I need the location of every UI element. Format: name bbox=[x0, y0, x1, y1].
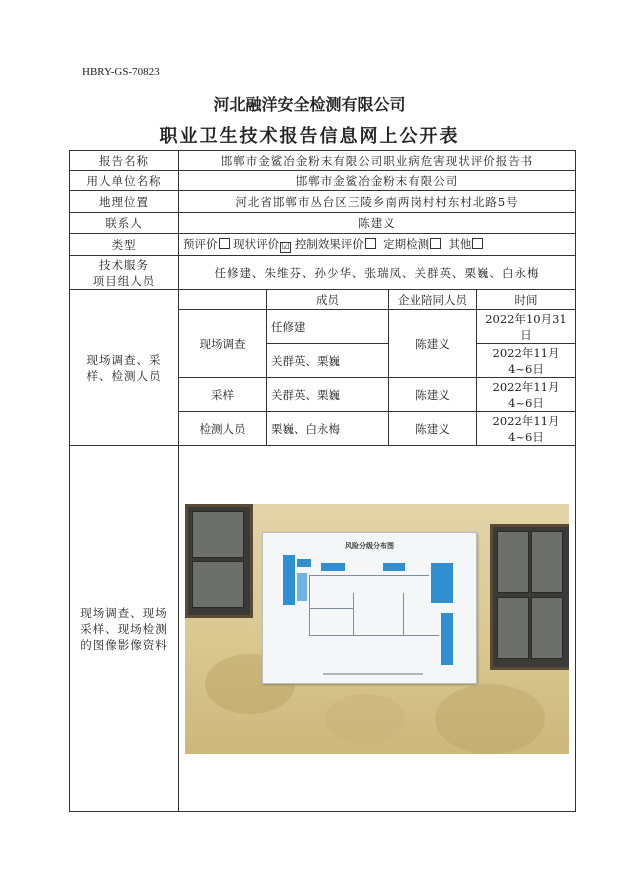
header-company-staff: 企业陪同人员 bbox=[389, 290, 477, 310]
type-option-periodic bbox=[379, 237, 441, 251]
location-label: 地理位置 bbox=[70, 191, 179, 213]
sampling-staff: 陈建义 bbox=[389, 378, 477, 412]
checkbox-pre[interactable] bbox=[219, 238, 230, 249]
employer-label: 用人单位名称 bbox=[70, 171, 179, 191]
checkbox-periodic[interactable] bbox=[430, 238, 441, 249]
survey-header-row bbox=[70, 290, 576, 310]
type-option-current-label: 现状评价 bbox=[233, 237, 280, 251]
board-footer-line bbox=[323, 673, 423, 675]
image-section-label: 现场调查、现场采样、现场检测的图像影像资料 bbox=[70, 446, 179, 812]
disclosure-table bbox=[69, 150, 576, 812]
header-member: 成员 bbox=[267, 290, 389, 310]
testing-label: 检测人员 bbox=[179, 412, 267, 446]
site-photo bbox=[185, 504, 569, 754]
map-line bbox=[309, 608, 353, 609]
tech-team-label-line1: 技术服务 bbox=[99, 257, 149, 272]
window-pane bbox=[192, 511, 244, 558]
type-row bbox=[70, 234, 576, 256]
report-name-label: 报告名称 bbox=[70, 151, 179, 171]
map-block bbox=[297, 559, 311, 567]
map-line bbox=[353, 593, 354, 635]
map-block bbox=[441, 613, 453, 665]
wall-stain bbox=[325, 694, 405, 744]
map-line bbox=[309, 575, 429, 576]
window-pane bbox=[497, 531, 529, 593]
company-name: 河北融洋安全检测有限公司 bbox=[213, 95, 406, 114]
report-name-value: 邯郸市金鲨冶金粉末有限公司职业病危害现状评价报告书 bbox=[179, 151, 576, 171]
window-pane bbox=[531, 531, 563, 593]
sampling-time: 2022年11月4~6日 bbox=[477, 378, 576, 412]
window-pane bbox=[192, 561, 244, 608]
employer-row bbox=[70, 171, 576, 191]
risk-map-title: 风险分级分布图 bbox=[345, 540, 394, 550]
image-cell bbox=[179, 446, 576, 812]
window-pane bbox=[531, 597, 563, 659]
site-staff: 陈建义 bbox=[389, 310, 477, 378]
left-window bbox=[185, 504, 253, 618]
type-option-control bbox=[295, 237, 376, 251]
site-row2-member: 关群英、栗巍 bbox=[267, 344, 389, 378]
site-row1-time: 2022年10月31日 bbox=[477, 310, 576, 344]
survey-header-blank bbox=[179, 290, 267, 310]
employer-value: 邯郸市金鲨冶金粉末有限公司 bbox=[179, 171, 576, 191]
checkbox-other[interactable] bbox=[472, 238, 483, 249]
checkbox-control[interactable] bbox=[365, 238, 376, 249]
map-block bbox=[283, 555, 295, 605]
type-option-pre-label: 预评价 bbox=[183, 237, 218, 251]
map-block bbox=[321, 563, 345, 571]
wall-stain bbox=[435, 684, 545, 754]
right-window bbox=[490, 524, 569, 670]
page-title: 职业卫生技术报告信息网上公开表 bbox=[159, 126, 460, 147]
tech-team-label bbox=[70, 256, 179, 290]
map-line bbox=[403, 593, 404, 635]
image-row bbox=[70, 446, 576, 812]
contact-label: 联系人 bbox=[70, 213, 179, 234]
testing-staff: 陈建义 bbox=[389, 412, 477, 446]
site-row1-member: 任修建 bbox=[267, 310, 389, 344]
map-block bbox=[383, 563, 405, 571]
window-pane bbox=[497, 597, 529, 659]
tech-team-members: 任修建、朱维芬、孙少华、张瑞凤、关群英、栗巍、白永梅 bbox=[179, 256, 576, 290]
risk-map-board bbox=[262, 532, 477, 684]
location-row bbox=[70, 191, 576, 213]
survey-label: 现场调查、采样、检测人员 bbox=[70, 290, 179, 446]
map-block bbox=[431, 563, 453, 603]
type-label: 类型 bbox=[70, 234, 179, 256]
type-option-pre bbox=[183, 237, 230, 251]
type-option-control-label: 控制效果评价 bbox=[294, 237, 364, 251]
type-option-other bbox=[445, 237, 484, 251]
tech-team-row bbox=[70, 256, 576, 290]
type-option-current bbox=[233, 237, 291, 251]
type-options bbox=[179, 234, 576, 256]
map-block bbox=[297, 573, 307, 601]
sampling-label: 采样 bbox=[179, 378, 267, 412]
contact-row bbox=[70, 213, 576, 234]
site-row2-time: 2022年11月4~6日 bbox=[477, 344, 576, 378]
type-option-periodic-label: 定期检测 bbox=[383, 237, 430, 251]
testing-time: 2022年11月4~6日 bbox=[477, 412, 576, 446]
report-name-row bbox=[70, 151, 576, 171]
testing-member: 栗巍、白永梅 bbox=[267, 412, 389, 446]
contact-value: 陈建义 bbox=[179, 213, 576, 234]
tech-team-label-line2: 项目组人员 bbox=[92, 273, 156, 288]
map-line bbox=[309, 635, 439, 636]
checkbox-current[interactable]: ☑ bbox=[281, 242, 290, 252]
site-label: 现场调查 bbox=[179, 310, 267, 378]
header-time: 时间 bbox=[477, 290, 576, 310]
document-code: HBRY-GS-70823 bbox=[82, 66, 160, 78]
sampling-member: 关群英、栗巍 bbox=[267, 378, 389, 412]
map-line bbox=[309, 575, 310, 635]
location-value: 河北省邯郸市丛台区三陵乡南两岗村村东村北路5号 bbox=[179, 191, 576, 213]
type-option-other-label: 其他 bbox=[448, 237, 472, 251]
